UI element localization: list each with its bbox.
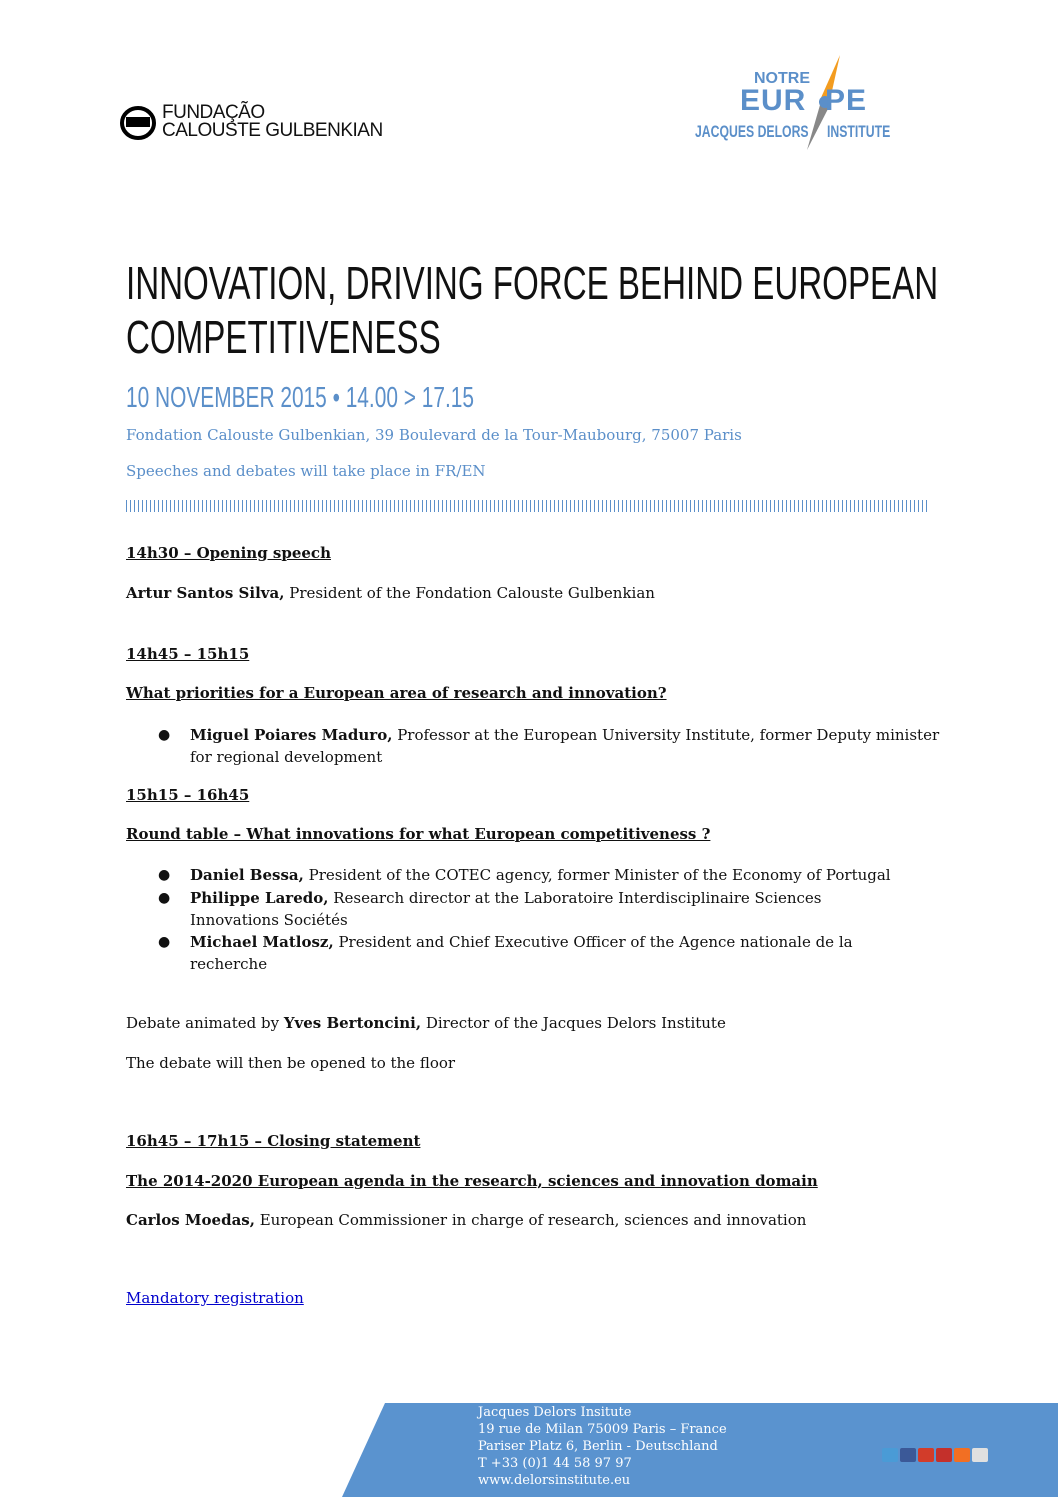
bullet-icon: ●	[158, 934, 171, 950]
speaker-role: President of the COTEC agency, former Minister of the Economy of Portugal	[303, 866, 891, 884]
session-2-title: What priorities for a European area of research and innovation?	[126, 684, 667, 702]
social-icons	[882, 1447, 990, 1466]
bullet-icon: ●	[158, 867, 171, 883]
speaker-name: Philippe Laredo,	[190, 889, 329, 907]
session-4-speaker	[126, 1211, 806, 1229]
footer-line: Jacques Delors Insitute	[478, 1405, 632, 1420]
session-4-time: 16h45 – 17h15 – Closing statement	[126, 1132, 421, 1150]
logo-europe: EUR PE	[740, 84, 868, 117]
logo-notre: NOTRE	[754, 70, 810, 87]
event-language: Speeches and debates will take place in FR/EN	[126, 462, 486, 480]
gulbenkian-emblem-icon	[120, 106, 156, 140]
speaker-name: Daniel Bessa,	[190, 866, 304, 884]
facebook-icon[interactable]	[900, 1448, 916, 1462]
notre-europe-logo	[690, 50, 940, 160]
bullet-icon: ●	[158, 727, 171, 743]
flickr-icon[interactable]	[972, 1448, 988, 1462]
registration-link[interactable]: Mandatory registration	[126, 1289, 304, 1307]
logo-jacques-delors: JACQUES DELORS	[695, 122, 809, 141]
speaker-role: European Commissioner in charge of research, sciences and innovation	[254, 1211, 807, 1229]
bullet-icon: ●	[158, 890, 171, 906]
session-2-time: 14h45 – 15h15	[126, 645, 250, 663]
event-venue: Fondation Calouste Gulbenkian, 39 Boulevard de la Tour-Maubourg, 75007 Paris	[126, 426, 742, 444]
google-plus-icon[interactable]	[918, 1448, 934, 1462]
logo-institute: INSTITUTE	[827, 122, 891, 141]
soundcloud-icon[interactable]	[954, 1448, 970, 1462]
divider	[126, 500, 930, 512]
footer-website[interactable]: www.delorsinstitute.eu	[478, 1473, 631, 1488]
footer-line: T +33 (0)1 44 58 97 97	[478, 1456, 632, 1471]
title-line-2: COMPETITIVENESS	[126, 311, 441, 363]
speaker-name: Artur Santos Silva,	[126, 584, 285, 602]
session-3-title: Round table – What innovations for what European competitiveness ?	[126, 825, 711, 843]
gulbenkian-line-1: FUNDAÇÃO	[162, 102, 265, 123]
page-title	[126, 256, 938, 364]
session-4-title: The 2014-2020 European agenda in the research, sciences and innovation domain	[126, 1172, 818, 1190]
speaker-role: Research director at the Laboratoire Interdisciplinaire Sciences Innovations Sociétés	[190, 889, 822, 929]
debate-moderator	[126, 1014, 726, 1032]
footer-line: Pariser Platz 6, Berlin - Deutschland	[478, 1439, 718, 1454]
speaker-role: Director of the Jacques Delors Institute	[421, 1014, 726, 1032]
gulbenkian-line-2: CALOUSTE GULBENKIAN	[162, 120, 383, 141]
session-1-speaker	[126, 584, 655, 602]
list-item	[190, 887, 890, 931]
list-item	[190, 931, 920, 975]
debate-prefix: Debate animated by	[126, 1014, 284, 1032]
session-1-time: 14h30 – Opening speech	[126, 544, 331, 562]
debate-floor: The debate will then be opened to the floor	[126, 1054, 456, 1072]
speaker-name: Miguel Poiares Maduro,	[190, 726, 393, 744]
list-item	[190, 724, 950, 768]
speaker-role: President of the Fondation Calouste Gulbenkian	[284, 584, 655, 602]
event-date: 10 NOVEMBER 2015 • 14.00 > 17.15	[126, 382, 474, 414]
list-item	[190, 864, 950, 886]
speaker-name: Carlos Moedas,	[126, 1211, 255, 1229]
speaker-role: Professor at the European University Institute, former Deputy minister for regional development	[190, 726, 940, 766]
session-3-time: 15h15 – 16h45	[126, 786, 250, 804]
youtube-icon[interactable]	[936, 1448, 952, 1462]
title-line-1: INNOVATION, DRIVING FORCE BEHIND EUROPEAN	[126, 257, 939, 309]
twitter-icon[interactable]	[882, 1448, 898, 1462]
footer-line: 19 rue de Milan 75009 Paris – France	[478, 1422, 727, 1437]
footer	[0, 1403, 1058, 1497]
speaker-name: Yves Bertoncini,	[283, 1014, 422, 1032]
speaker-role: President and Chief Executive Officer of the Agence nationale de la recherche	[190, 933, 853, 973]
speaker-name: Michael Matlosz,	[190, 933, 334, 951]
